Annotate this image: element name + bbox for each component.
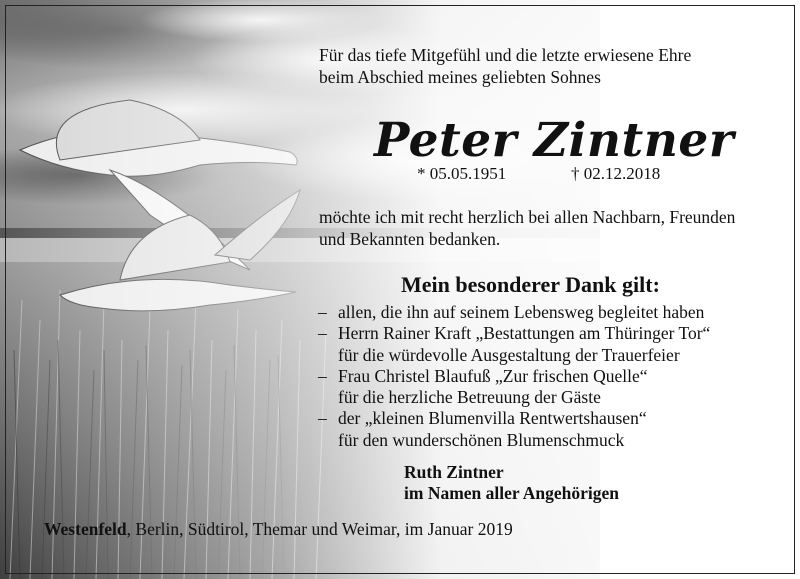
list-item: [318, 366, 710, 387]
thanks-line: möchte ich mit recht herzlich bei allen Nachbarn, Freunden: [319, 207, 736, 227]
special-thanks-heading: Mein besonderer Dank gilt:: [401, 272, 660, 297]
list-indent: [318, 387, 338, 408]
footer-places-date: [44, 519, 513, 540]
intro-line: Für das tiefe Mitgefühl und die letzte erwiesene Ehre: [319, 45, 692, 65]
footer-rest: , Berlin, Südtirol, Themar und Weimar, im Januar 2019: [126, 519, 513, 539]
list-dash: –: [318, 408, 327, 429]
footer-place-bold: Westenfeld: [44, 519, 127, 539]
thanks-text: [319, 206, 735, 250]
list-item: [318, 345, 710, 366]
list-item: [318, 302, 710, 323]
list-dash: –: [318, 323, 327, 344]
list-indent: [318, 345, 338, 366]
birth-date: * 05.05.1951: [417, 164, 507, 183]
signature: [404, 462, 619, 504]
intro-text: [319, 44, 691, 88]
deceased-name: Peter Zintner: [374, 113, 735, 168]
list-item: [318, 323, 710, 344]
signature-note: im Namen aller Angehörigen: [404, 483, 620, 503]
intro-line: beim Abschied meines geliebten Sohnes: [319, 67, 601, 87]
list-item-text: Frau Christel Blaufuß „Zur frischen Quelle“: [338, 365, 648, 386]
list-item-text: Herrn Rainer Kraft „Bestattungen am Thüringer Tor“: [338, 323, 711, 344]
list-item: [318, 408, 710, 429]
list-item-text: für die herzliche Betreuung der Gäste: [338, 387, 601, 408]
list-dash: –: [318, 365, 327, 386]
death-date: † 02.12.2018: [571, 164, 661, 183]
list-item-text: der „kleinen Blumenvilla Rentwertshausen“: [338, 408, 647, 429]
signature-name: Ruth Zintner: [404, 462, 504, 482]
list-item: [318, 430, 710, 451]
list-item-text: allen, die ihn auf seinem Lebensweg begleitet haben: [338, 302, 705, 322]
thanks-list: [318, 302, 710, 451]
list-indent: [318, 430, 338, 451]
list-dash: –: [318, 302, 327, 322]
thanks-line: und Bekannten bedanken.: [319, 229, 501, 249]
list-item: [318, 387, 710, 408]
list-item-text: für die würdevolle Ausgestaltung der Trauerfeier: [338, 344, 680, 365]
list-item-text: für den wunderschönen Blumenschmuck: [338, 429, 625, 450]
